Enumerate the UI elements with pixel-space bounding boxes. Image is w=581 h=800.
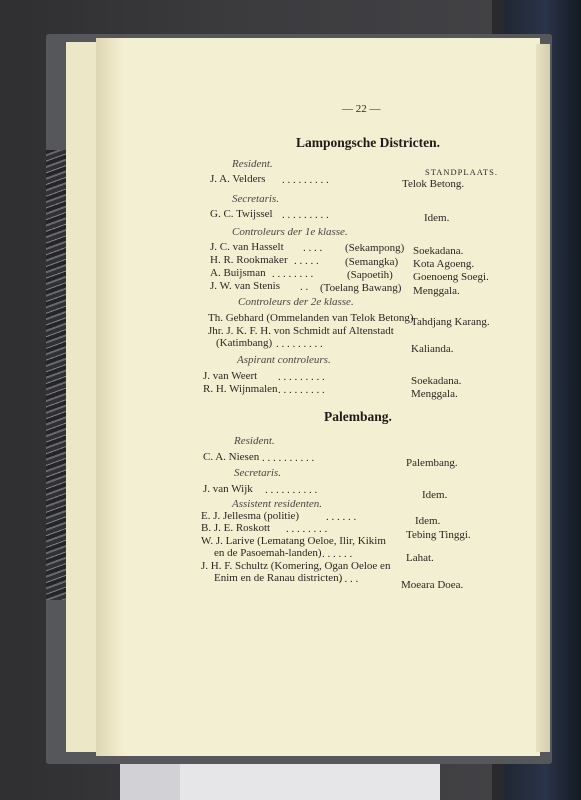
resident-place: Palembang.: [406, 457, 458, 469]
assistent4-line2: Enim en de Ranau districten): [214, 572, 343, 584]
assistent-place: Moeara Doea.: [401, 579, 464, 591]
dot-leader: . . . . . . . . .: [282, 209, 329, 221]
standplaats-header: STANDPLAATS.: [425, 167, 498, 177]
controleur-district: (Sekampong): [345, 242, 405, 254]
resident-name: C. A. Niesen: [203, 451, 260, 463]
controleurs1-label: Controleurs der 1e klasse.: [232, 226, 348, 238]
controleur-name: J. C. van Hasselt: [210, 241, 284, 253]
aspirant-label: Aspirant controleurs.: [237, 354, 331, 366]
assistent-name: B. J. E. Roskott: [201, 522, 271, 534]
assistent-label: Assistent residenten.: [232, 498, 323, 510]
assistent3-line2: en de Pasoemah-landen): [214, 547, 322, 559]
controleur-place: Menggala.: [413, 285, 460, 297]
controleur-place: Soekadana.: [413, 245, 464, 257]
tissue-paper-fold: [120, 760, 180, 800]
assistent4-line1: J. H. F. Schultz (Komering, Ogan Oeloe en: [201, 560, 391, 572]
controleur-name: J. W. van Stenis: [210, 280, 280, 292]
controleurs2-label: Controleurs der 2e klasse.: [238, 296, 354, 308]
controleur-district: (Sapoetih): [347, 269, 393, 281]
dot-leader: . . . . . .: [322, 548, 353, 560]
secretaris-place: Idem.: [424, 212, 450, 224]
secretaris-label: Secretaris.: [234, 467, 281, 479]
marbled-spine: [46, 150, 66, 600]
dot-leader: . . . . . . . . .: [282, 174, 329, 186]
dot-leader: . . . . . . . . .: [278, 384, 325, 396]
facing-page-edge: [66, 42, 96, 752]
dot-leader: . . . . . . . . .: [278, 371, 325, 383]
section-title-lampong: Lampongsche Districten.: [296, 135, 440, 150]
assistent-place: Tebing Tinggi.: [406, 529, 471, 541]
dot-leader: . .: [300, 281, 309, 293]
resident-name: J. A. Velders: [210, 173, 266, 185]
resident-place: Telok Betong.: [402, 178, 465, 190]
dot-leader: . . . . . . . .: [272, 268, 314, 280]
page-fore-edge: [536, 44, 550, 752]
controleur-name: A. Buijsman: [210, 267, 266, 279]
dot-leader: . . . . . . . .: [286, 523, 328, 535]
aspirant-name: R. H. Wijnmalen: [203, 383, 278, 395]
controleur-place: Goenoeng Soegi.: [413, 271, 489, 283]
assistent3-line1: W. J. Larive (Lematang Oeloe, Ilir, Kikim: [201, 535, 386, 547]
aspirant-place: Menggala.: [411, 388, 458, 400]
assistent-place: Idem.: [415, 515, 441, 527]
controleur-district: (Semangka): [345, 256, 399, 268]
dot-leader: . . . . . . . . . .: [262, 452, 315, 464]
dot-leader: . . . . .: [294, 255, 319, 267]
secretaris-label: Secretaris.: [232, 193, 279, 205]
assistent-name: E. J. Jellesma (politie): [201, 510, 300, 522]
controleur2-place2: Kalianda.: [411, 343, 454, 355]
gutter-shadow: [96, 38, 124, 756]
secretaris-name: G. C. Twijssel: [210, 208, 273, 220]
resident-label: Resident.: [232, 158, 273, 170]
controleur2-place1: Tahdjang Karang.: [411, 316, 490, 328]
controleur2-line2: Jhr. J. K. F. H. von Schmidt auf Altenstadt: [208, 325, 394, 337]
controleur-place: Kota Agoeng.: [413, 258, 475, 270]
dot-leader: . . . . . . . . . .: [265, 484, 318, 496]
resident-label: Resident.: [234, 435, 275, 447]
dot-leader: . . . .: [339, 573, 359, 585]
controleur2-line1: Th. Gebhard (Ommelanden van Telok Betong): [208, 312, 414, 324]
dot-leader: . . . . . . . . .: [276, 338, 323, 350]
page-number: — 22 —: [342, 103, 381, 115]
assistent-place: Lahat.: [406, 552, 434, 564]
controleur-district: (Toelang Bawang): [320, 282, 402, 294]
dot-leader: . . . .: [303, 242, 323, 254]
dot-leader: . . . . . .: [326, 511, 357, 523]
controleur2-line3: (Katimbang): [216, 337, 273, 349]
aspirant-place: Soekadana.: [411, 375, 462, 387]
section-title-palembang: Palembang.: [324, 409, 392, 424]
controleur-name: H. R. Rookmaker: [210, 254, 288, 266]
aspirant-name: J. van Weert: [203, 370, 258, 382]
secretaris-name: J. van Wijk: [203, 483, 253, 495]
secretaris-place: Idem.: [422, 489, 448, 501]
